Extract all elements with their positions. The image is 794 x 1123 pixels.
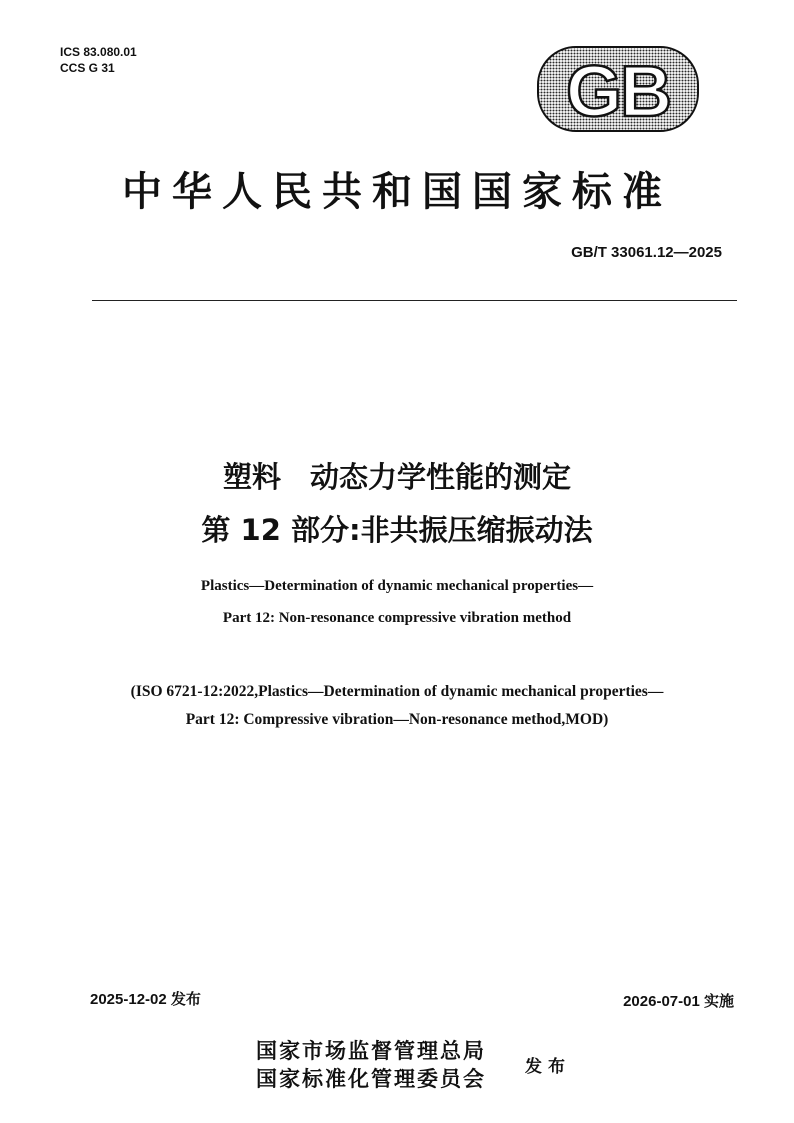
implementation-date: 2026-07-01 实施: [623, 993, 734, 1010]
ccs-code: CCS G 31: [60, 61, 115, 75]
gb-logo: [537, 46, 699, 132]
issue-date: 2025-12-02 发布: [90, 991, 201, 1008]
title-cn-line2: 第 12 部分:非共振压缩振动法: [201, 513, 593, 547]
iso-reference-line2: Part 12: Compressive vibration—Non-resonance method,MOD): [185, 711, 609, 728]
issuing-agency-2: 国家标准化管理委员会: [256, 1066, 486, 1091]
standard-number: GB/T 33061.12—2025: [571, 244, 722, 261]
title-en-line2: Part 12: Non-resonance compressive vibration method: [222, 610, 572, 626]
ics-code: ICS 83.080.01: [60, 45, 137, 59]
divider: [92, 300, 737, 301]
iso-reference-line1: (ISO 6721-12:2022,Plastics—Determination of dynamic mechanical properties—: [130, 683, 664, 700]
logo-text: GB: [566, 52, 670, 132]
issuing-agency-1: 国家市场监督管理总局: [256, 1038, 486, 1063]
title-cn-line1: 塑料 动态力学性能的测定: [222, 460, 571, 494]
publish-label: 发布: [525, 1057, 571, 1077]
title-en-line1: Plastics—Determination of dynamic mechanical properties—: [200, 578, 594, 594]
classification-codes: [60, 44, 137, 76]
national-standard-title: 中华人民共和国国家标准: [122, 168, 672, 215]
